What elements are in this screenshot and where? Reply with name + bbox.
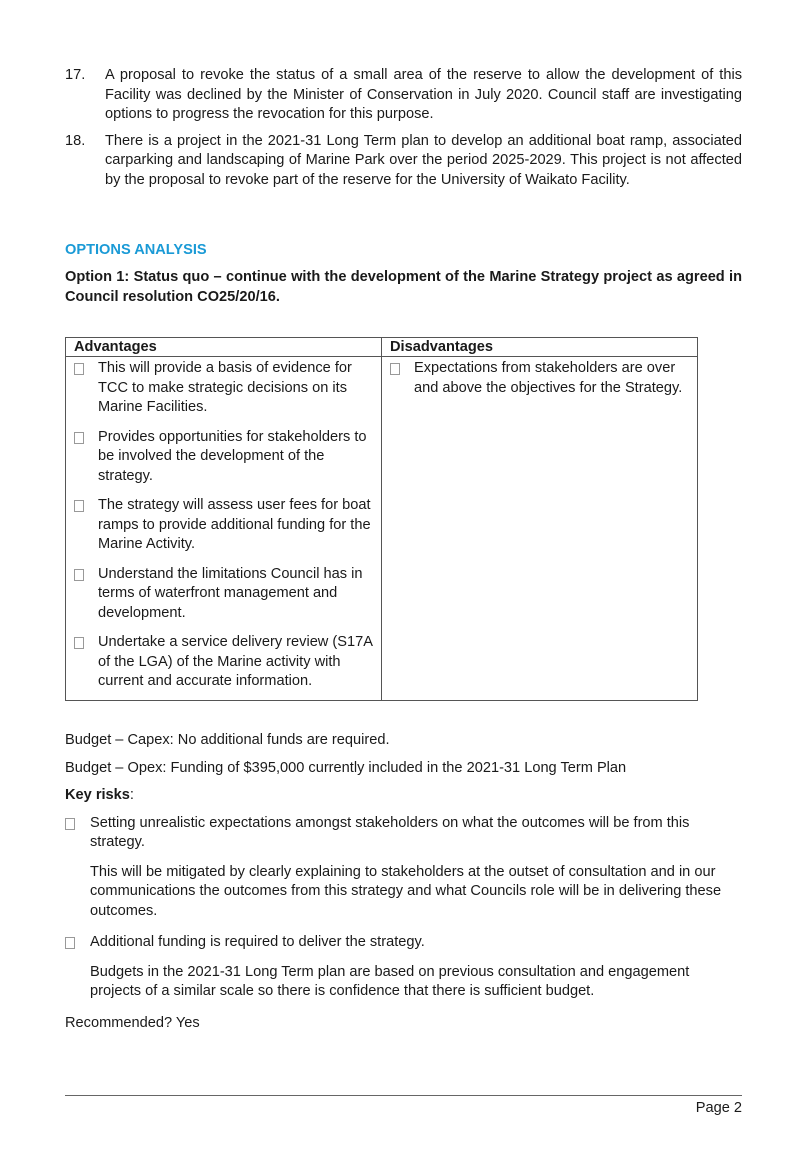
checkbox-glyph-icon: [74, 363, 84, 375]
checkbox-glyph-icon: [74, 500, 84, 512]
list-item: [65, 66, 742, 125]
footer-divider: [65, 1095, 742, 1096]
disadvantages-header: Disadvantages: [382, 338, 698, 357]
advantage-text: Understand the limitations Council has in terms of waterfront management and development.: [98, 565, 363, 621]
advantage-text: Undertake a service delivery review (S17A of the LGA) of the Marine activity with current and accurate information.: [98, 634, 373, 689]
advantages-cell: [66, 357, 382, 701]
disadvantage-item: [390, 359, 689, 398]
advantage-item: [74, 428, 373, 487]
advantage-text: Provides opportunities for stakeholders to be involved the development of the strategy.: [98, 428, 367, 484]
item-number: 18.: [65, 132, 86, 149]
disadvantage-text: Expectations from stakeholders are over and above the objectives for the Strategy.: [414, 360, 683, 396]
key-risks-heading: [65, 786, 742, 806]
checkbox-glyph-icon: [74, 432, 84, 444]
checkbox-glyph-icon: [65, 937, 75, 949]
item-text: A proposal to revoke the status of a small area of the reserve to allow the development of this Facility was declined by the Minister of Conservation in July 2020. Council staff are investigating options to progress the revocation for this purpose.: [105, 67, 742, 122]
disadvantages-cell: [382, 357, 698, 701]
advantage-item: [74, 496, 373, 555]
item-number: 17.: [65, 67, 86, 83]
section-heading: OPTIONS ANALYSIS: [65, 242, 207, 258]
checkbox-glyph-icon: [74, 569, 84, 581]
budget-capex: Budget – Capex: No additional funds are required.: [65, 732, 390, 748]
advantage-text: The strategy will assess user fees for boat ramps to provide additional funding for the Marine Activity.: [98, 497, 371, 552]
risk-text: Setting unrealistic expectations amongst stakeholders on what the outcomes will be from this strategy.: [90, 814, 690, 850]
item-text: There is a project in the 2021-31 Long Term plan to develop an additional boat ramp, associated carparking and landscaping of Marine Park over the period 2025-2029. This project is not affected by the proposal to revoke part of the reserve for the University of Waikato Facility.: [105, 132, 742, 188]
advantages-table: [65, 337, 698, 701]
page-number: Page 2: [695, 1100, 742, 1116]
risk-text: Additional funding is required to deliver the strategy.: [90, 934, 425, 950]
advantages-header: Advantages: [66, 338, 382, 357]
recommended: Recommended? Yes: [65, 1014, 200, 1031]
advantage-text: This will provide a basis of evidence for TCC to make strategic decisions on its Marine Facilities.: [98, 360, 352, 415]
checkbox-glyph-icon: [390, 363, 400, 375]
risk-mitigation: Budgets in the 2021-31 Long Term plan are based on previous consultation and engagement projects of a similar scale so there is confidence that there is sufficient budget.: [90, 963, 690, 999]
key-risks-label: Key risks: [65, 787, 130, 803]
checkbox-glyph-icon: [74, 637, 84, 649]
key-risks-colon: :: [129, 787, 134, 803]
risk-item: [65, 933, 742, 953]
risk-mitigation: This will be mitigated by clearly explaining to stakeholders at the outset of consultation and in our communications the outcomes from this strategy and what Councils role will be in delivering these outcomes.: [90, 863, 722, 919]
list-item: [65, 132, 742, 191]
checkbox-glyph-icon: [65, 818, 75, 830]
budget-opex: Budget – Opex: Funding of $395,000 currently included in the 2021-31 Long Term Plan: [65, 759, 627, 776]
option-title: Option 1: Status quo – continue with the development of the Marine Strategy project as agreed in Council resolution CO25/20/16.: [65, 269, 742, 305]
advantage-item: [74, 633, 373, 692]
numbered-list: [65, 66, 742, 197]
advantage-item: [74, 359, 373, 418]
budget-and-risks: [65, 731, 742, 1041]
advantage-item: [74, 565, 373, 624]
risk-item: [65, 814, 742, 853]
